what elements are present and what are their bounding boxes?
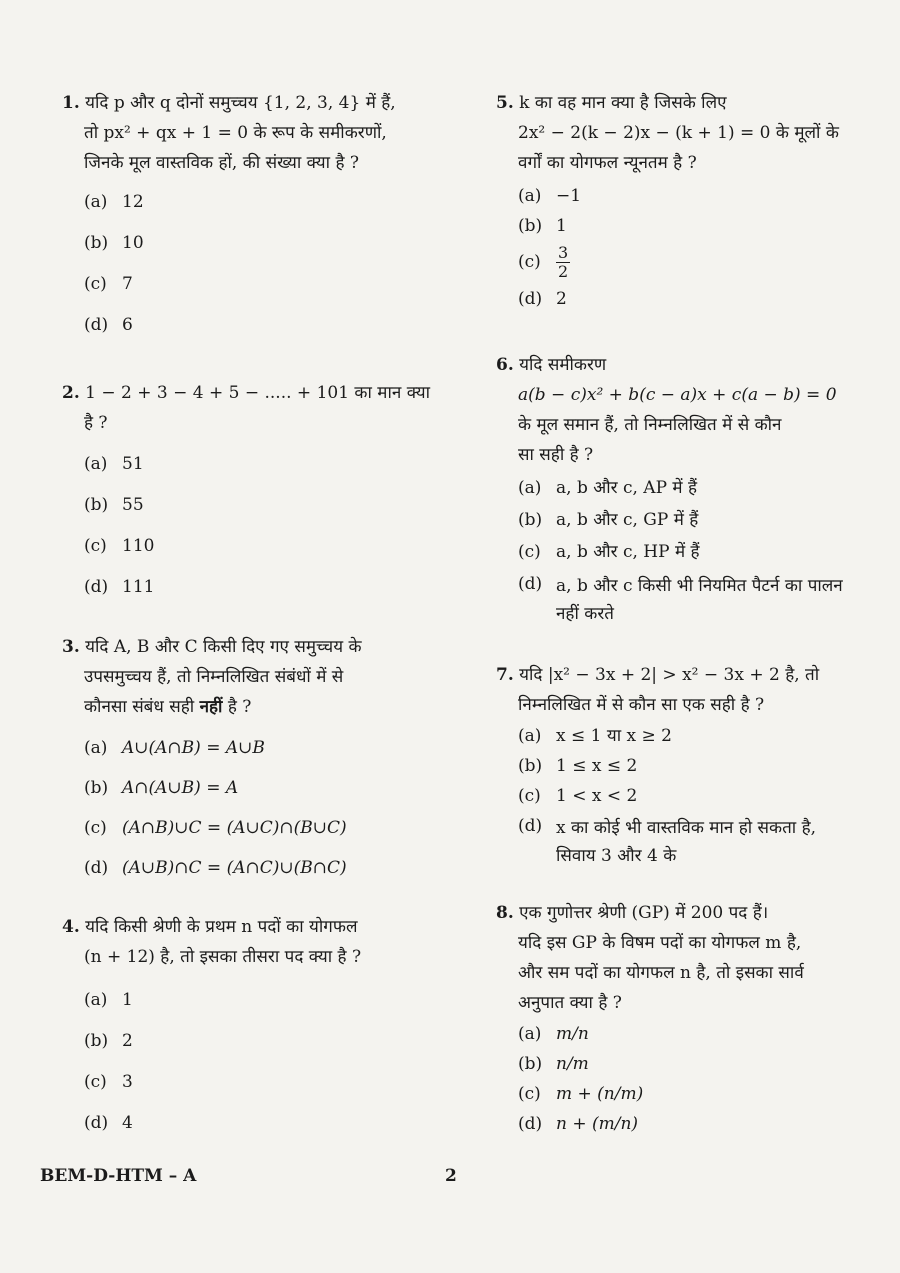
option-label: (d): [518, 1114, 543, 1134]
option-label: (c): [518, 786, 541, 806]
question-8-stem: [496, 898, 864, 1018]
option[interactable]: [62, 575, 442, 599]
option-label: (a): [84, 990, 108, 1010]
option[interactable]: [496, 784, 864, 808]
option-label: (b): [84, 495, 109, 515]
question-line: अनुपात क्या है ?: [518, 993, 622, 1013]
option-label: (a): [518, 1024, 542, 1044]
question-6: [496, 350, 864, 660]
option-label: (d): [518, 816, 543, 836]
question-line: जिनके मूल वास्तविक हों, की संख्या क्या है ?: [84, 153, 359, 173]
option-text: a, b और c, GP में हैं: [556, 510, 699, 530]
option[interactable]: [62, 272, 442, 296]
option-label: (c): [518, 1084, 541, 1104]
option-text: 12: [122, 192, 144, 212]
option-text: 1 < x < 2: [556, 786, 638, 806]
option-label: (d): [84, 1113, 109, 1133]
question-6-stem: [496, 350, 864, 470]
question-line: निम्नलिखित में से कौन सा एक सही है ?: [518, 695, 765, 715]
question-line: 2x² − 2(k − 2)x − (k + 1) = 0 के मूलों के: [518, 123, 839, 143]
denominator: 2: [558, 262, 569, 281]
option-text: a, b और c, AP में हैं: [556, 478, 698, 498]
option-label: (a): [518, 726, 542, 746]
option-label: (d): [518, 574, 543, 594]
question-line: 1 − 2 + 3 − 4 + 5 − ..... + 101 का मान क्या: [85, 383, 431, 403]
left-column: [62, 88, 442, 1152]
option-label: (b): [84, 233, 109, 253]
option-text: 1: [556, 216, 567, 236]
option[interactable]: [496, 814, 864, 870]
option-label: (c): [84, 818, 107, 838]
question-line: है ?: [84, 413, 108, 433]
question-line-end: है ?: [227, 697, 252, 717]
question-4-stem: [62, 912, 442, 972]
paper-code: BEM-D-HTM – A: [40, 1166, 197, 1186]
option-text: 51: [122, 454, 144, 474]
question-line: यदि समीकरण: [519, 355, 607, 375]
numerator: 3: [558, 243, 569, 262]
question-number: 1.: [62, 93, 80, 113]
option[interactable]: [62, 190, 442, 214]
option-text: 6: [122, 315, 133, 335]
option[interactable]: [62, 231, 442, 255]
question-line: वर्गों का योगफल न्यूनतम है ?: [518, 153, 697, 173]
option-label: (b): [518, 510, 543, 530]
question-line: और सम पदों का योगफल n है, तो इसका सार्व: [518, 963, 804, 983]
option-text: 3: [122, 1072, 133, 1092]
question-number: 6.: [496, 355, 514, 375]
option-label: (b): [518, 1054, 543, 1074]
option[interactable]: [62, 1070, 442, 1094]
option-label: (c): [84, 1072, 107, 1092]
option-label: (b): [518, 216, 543, 236]
question-line: यदि |x² − 3x + 2| > x² − 3x + 2 है, तो: [519, 665, 820, 685]
right-column: [496, 88, 864, 1148]
option-text: x का कोई भी वास्तविक मान हो सकता है, सिवाय 3 और 4 के: [556, 818, 817, 866]
option-label: (b): [518, 756, 543, 776]
question-line: यदि p और q दोनों समुच्चय {1, 2, 3, 4} में हैं,: [85, 93, 396, 113]
option-label: (d): [84, 315, 109, 335]
option-text: n + (m/n): [556, 1114, 639, 1134]
option-text: (A∩B)∪C = (A∪C)∩(B∪C): [122, 818, 347, 838]
option[interactable]: [62, 534, 442, 558]
question-number: 2.: [62, 383, 80, 403]
question-3: [62, 632, 442, 912]
option-label: (a): [84, 738, 108, 758]
question-1: [62, 88, 442, 378]
option-label: (d): [84, 577, 109, 597]
option-label: (b): [84, 1031, 109, 1051]
option-text: −1: [556, 186, 582, 206]
option[interactable]: [496, 476, 864, 500]
option[interactable]: [496, 1112, 864, 1136]
question-4: [62, 912, 442, 1152]
option-text: x ≤ 1 या x ≥ 2: [556, 726, 672, 746]
option-label: (a): [518, 186, 542, 206]
option[interactable]: [496, 508, 864, 532]
option-label: (c): [84, 274, 107, 294]
option-label: (d): [84, 858, 109, 878]
option-text: 10: [122, 233, 144, 253]
page-number: 2: [445, 1166, 457, 1186]
option-label: (a): [84, 192, 108, 212]
question-2: [62, 378, 442, 632]
question-line: यदि इस GP के विषम पदों का योगफल m है,: [518, 933, 802, 953]
option[interactable]: [496, 1082, 864, 1106]
option-text: A∪(A∩B) = A∪B: [122, 738, 265, 758]
option-label: (c): [84, 536, 107, 556]
option[interactable]: [496, 184, 864, 208]
fraction: [556, 244, 570, 281]
option[interactable]: [496, 287, 864, 311]
question-number: 5.: [496, 93, 514, 113]
option[interactable]: [62, 1111, 442, 1135]
question-line: (n + 12) है, तो इसका तीसरा पद क्या है ?: [84, 947, 362, 967]
option-label: (d): [518, 289, 543, 309]
option[interactable]: [62, 313, 442, 337]
option[interactable]: [496, 572, 864, 628]
option-text: 1 ≤ x ≤ 2: [556, 756, 638, 776]
option[interactable]: [496, 754, 864, 778]
option[interactable]: [62, 856, 442, 880]
question-line: a(b − c)x² + b(c − a)x + c(a − b) = 0: [518, 385, 837, 405]
question-line: उपसमुच्चय हैं, तो निम्नलिखित संबंधों में से: [84, 667, 344, 687]
question-line-text: कौनसा संबंध सही: [84, 697, 195, 717]
question-line: एक गुणोत्तर श्रेणी (GP) में 200 पद हैं।: [519, 903, 769, 923]
option-label: (c): [518, 252, 541, 272]
option-text: (A∪B)∩C = (A∩C)∪(B∩C): [122, 858, 347, 878]
question-number: 7.: [496, 665, 514, 685]
option-text: n/m: [556, 1054, 589, 1074]
question-2-stem: [62, 378, 442, 438]
option[interactable]: [496, 1052, 864, 1076]
question-7: [496, 660, 864, 898]
option-label: (a): [84, 454, 108, 474]
question-number: 3.: [62, 637, 80, 657]
option-text: 2: [122, 1031, 133, 1051]
option[interactable]: [496, 724, 864, 748]
option[interactable]: [496, 214, 864, 238]
option-text: 1: [122, 990, 133, 1010]
option-label: (b): [84, 778, 109, 798]
question-line: के मूल समान हैं, तो निम्नलिखित में से कौन: [518, 415, 782, 435]
option-text: m/n: [556, 1024, 589, 1044]
option[interactable]: [62, 493, 442, 517]
option-label: (c): [518, 542, 541, 562]
option[interactable]: [62, 988, 442, 1012]
option-text: 55: [122, 495, 144, 515]
option-text: 4: [122, 1113, 133, 1133]
question-line: तो px² + qx + 1 = 0 के रूप के समीकरणों,: [84, 123, 387, 143]
question-line: यदि A, B और C किसी दिए गए समुच्चय के: [85, 637, 362, 657]
option[interactable]: [62, 776, 442, 800]
option-text: a, b और c, HP में हैं: [556, 542, 700, 562]
option-text: a, b और c किसी भी नियमित पैटर्न का पालन नहीं करते: [556, 576, 843, 624]
option[interactable]: [62, 452, 442, 476]
question-number: 4.: [62, 917, 80, 937]
emphasis-word: नहीं: [199, 697, 223, 717]
option-text: m + (n/m): [556, 1084, 644, 1104]
question-7-stem: [496, 660, 864, 720]
option[interactable]: [62, 736, 442, 760]
question-line: k का वह मान क्या है जिसके लिए: [519, 93, 727, 113]
question-line: [62, 692, 442, 722]
question-3-stem: [62, 632, 442, 722]
question-1-stem: [62, 88, 442, 178]
option-label: (a): [518, 478, 542, 498]
question-line: सा सही है ?: [518, 445, 594, 465]
option[interactable]: [62, 816, 442, 840]
option[interactable]: [496, 244, 864, 281]
question-line: यदि किसी श्रेणी के प्रथम n पदों का योगफल: [85, 917, 358, 937]
question-8: [496, 898, 864, 1148]
option[interactable]: [496, 1022, 864, 1046]
option-text: A∩(A∪B) = A: [122, 778, 239, 798]
question-5: [496, 88, 864, 350]
option-text: 2: [556, 289, 567, 309]
option[interactable]: [62, 1029, 442, 1053]
option-text: 111: [122, 577, 155, 597]
question-5-stem: [496, 88, 864, 178]
option[interactable]: [496, 540, 864, 564]
question-number: 8.: [496, 903, 514, 923]
option-text: 110: [122, 536, 155, 556]
option-text: 7: [122, 274, 133, 294]
